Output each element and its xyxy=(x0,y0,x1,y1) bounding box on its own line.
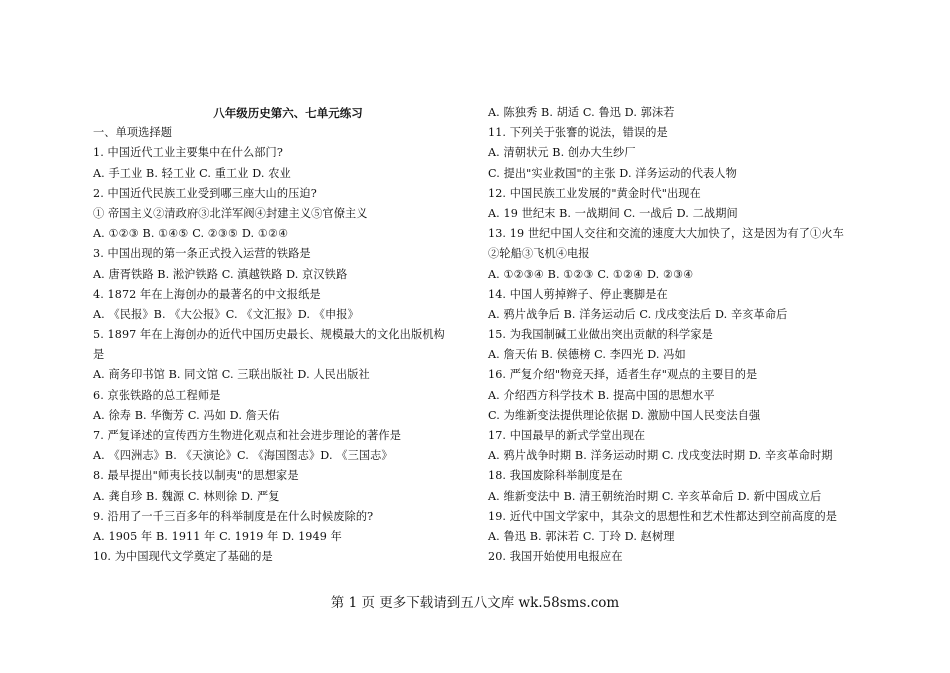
question-7: 7. 严复译述的宣传西方生物进化观点和社会进步理论的著作是 xyxy=(93,429,402,442)
question-6-options: A. 徐寿 B. 华衡芳 C. 冯如 D. 詹天佑 xyxy=(93,408,280,422)
question-2-options: A. ①②③ B. ①④⑤ C. ②③⑤ D. ①②④ xyxy=(93,227,289,241)
question-4: 4. 1872 年在上海创办的最著名的中文报纸是 xyxy=(93,287,321,301)
question-10-options: A. 陈独秀 B. 胡适 C. 鲁迅 D. 郭沫若 xyxy=(488,106,675,119)
question-3: 3. 中国出现的第一条正式投入运营的铁路是 xyxy=(93,247,311,261)
page-footer: 第 1 页 更多下载请到五八文库 wk.58sms.com xyxy=(330,595,620,611)
question-10: 10. 为中国现代文学奠定了基础的是 xyxy=(93,550,273,564)
question-18-options: A. 维新变法中 B. 清王朝统治时期 C. 辛亥革命后 D. 新中国成立后 xyxy=(488,489,822,503)
question-8: 8. 最早提出"师夷长技以制夷"的思想家是 xyxy=(93,469,299,483)
question-14: 14. 中国人剪掉辫子、停止裹脚是在 xyxy=(488,287,668,301)
question-9: 9. 沿用了一千三百多年的科举制度是在什么时候废除的? xyxy=(93,509,374,523)
question-13-continued: ②轮船③飞机④电报 xyxy=(488,247,590,261)
question-5-options: A. 商务印书馆 B. 同文馆 C. 三联出版社 D. 人民出版社 xyxy=(93,368,370,382)
question-4-options: A. 《民报》B. 《大公报》C. 《文汇报》D. 《申报》 xyxy=(93,307,359,321)
right-column xyxy=(488,103,860,567)
question-15: 15. 为我国制碱工业做出突出贡献的科学家是 xyxy=(488,328,713,342)
question-17-options: A. 鸦片战争时期 B. 洋务运动时期 C. 戊戌变法时期 D. 辛亥革命时期 xyxy=(488,449,833,463)
section-heading: 一、单项选择题 xyxy=(93,126,173,140)
question-5: 5. 1897 年在上海创办的近代中国历史最长、规模最大的文化出版机构 xyxy=(93,328,445,342)
question-11-options-cd: C. 提出"实业救国"的主张 D. 洋务运动的代表人物 xyxy=(488,166,737,180)
question-18: 18. 我国废除科举制度是在 xyxy=(488,469,623,483)
question-19: 19. 近代中国文学家中，其杂文的思想性和艺术性都达到空前高度的是 xyxy=(488,509,838,523)
question-19-options: A. 鲁迅 B. 郭沫若 C. 丁玲 D. 赵树理 xyxy=(488,529,675,543)
left-column xyxy=(93,103,473,567)
question-16-options-cd: C. 为维新变法提供理论依据 D. 激励中国人民变法自强 xyxy=(488,408,761,422)
question-5-continued: 是 xyxy=(93,348,105,362)
question-13: 13. 19 世纪中国人交往和交流的速度大大加快了，这是因为有了①火车 xyxy=(488,227,844,241)
question-15-options: A. 詹天佑 B. 侯德榜 C. 李四光 D. 冯如 xyxy=(488,348,686,362)
question-1-options: A. 手工业 B. 轻工业 C. 重工业 D. 农业 xyxy=(93,166,291,180)
question-12-options: A. 19 世纪末 B. 一战期间 C. 一战后 D. 二战期间 xyxy=(488,206,738,220)
document-title: 八年级历史第六、七单元练习 xyxy=(213,106,363,120)
question-3-options: A. 唐胥铁路 B. 淞沪铁路 C. 滇越铁路 D. 京汉铁路 xyxy=(93,267,348,281)
question-2-items: ① 帝国主义②清政府③北洋军阀④封建主义⑤官僚主义 xyxy=(93,206,368,220)
question-17: 17. 中国最早的新式学堂出现在 xyxy=(488,429,646,442)
question-1: 1. 中国近代工业主要集中在什么部门? xyxy=(93,146,283,160)
question-7-options: A. 《四洲志》B. 《天演论》C. 《海国图志》D. 《三国志》 xyxy=(93,449,393,463)
question-8-options: A. 龚自珍 B. 魏源 C. 林则徐 D. 严复 xyxy=(93,489,280,503)
question-11-options-ab: A. 清朝状元 B. 创办大生纱厂 xyxy=(488,146,636,160)
question-13-options: A. ①②③④ B. ①②③ C. ①②④ D. ②③④ xyxy=(488,267,694,281)
question-9-options: A. 1905 年 B. 1911 年 C. 1919 年 D. 1949 年 xyxy=(93,529,342,543)
question-6: 6. 京张铁路的总工程师是 xyxy=(93,388,221,402)
question-14-options: A. 鸦片战争后 B. 洋务运动后 C. 戊戌变法后 D. 辛亥革命后 xyxy=(488,307,788,321)
question-2: 2. 中国近代民族工业受到哪三座大山的压迫? xyxy=(93,186,317,200)
question-12: 12. 中国民族工业发展的"黄金时代"出现在 xyxy=(488,186,701,200)
question-11: 11. 下列关于张謇的说法，错误的是 xyxy=(488,126,668,140)
question-16: 16. 严复介绍"物竞天择，适者生存"观点的主要目的是 xyxy=(488,368,758,382)
question-16-options-ab: A. 介绍西方科学技术 B. 提高中国的思想水平 xyxy=(488,388,715,402)
question-20: 20. 我国开始使用电报应在 xyxy=(488,550,623,564)
